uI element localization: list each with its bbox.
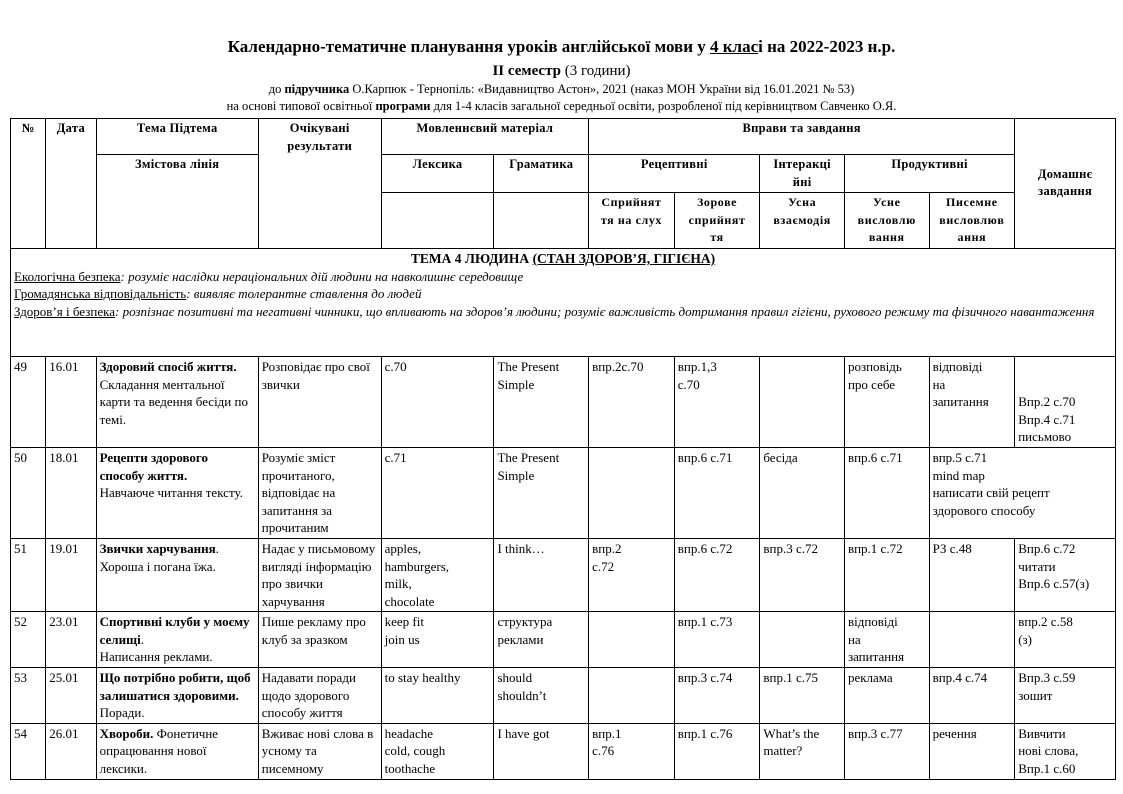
row-homework: Впр.3 с.59 зошит [1015, 668, 1116, 724]
row-topic-title: Звички харчування [99, 540, 216, 556]
row-interaction [760, 612, 845, 668]
row-date: 19.01 [46, 538, 96, 611]
row-grammar: I think… [494, 538, 589, 611]
topic-line-text: : розуміє наслідки нераціональних дій людини на навколишнє середовище [120, 268, 524, 284]
topic-line-label: Громадянська відповідальність [14, 286, 187, 302]
row-homework: Вивчити нові слова, Впр.1 с.60 [1015, 723, 1116, 779]
row-written [929, 612, 1015, 668]
row-topic [96, 612, 258, 668]
row-reading: впр.6 с.71 [674, 447, 760, 538]
row-oral: реклама [844, 668, 929, 724]
row-number: 53 [11, 668, 46, 724]
row-interaction: впр.3 с.72 [760, 538, 845, 611]
topic-title [14, 250, 1112, 268]
row-grammar: структура реклами [494, 612, 589, 668]
row-topic-title: Здоровий спосіб життя. [99, 358, 237, 374]
topic-line-text: : виявляє толерантне ставлення до людей [186, 286, 422, 302]
program-details: для 1-4 класів загальної середньої освіти, розробленої під керівництвом Савченко О.Я. [430, 99, 897, 113]
row-grammar: should shouldn’t [494, 668, 589, 724]
row-topic [96, 538, 258, 611]
row-topic-title: Спортивні клуби у моєму селищі [99, 614, 250, 647]
table-row [11, 447, 1116, 538]
topic-title-sub: (СТАН ЗДОРОВ’Я, ГІГІЄНА) [532, 250, 716, 266]
topic-cell [11, 248, 1116, 356]
row-grammar: The Present Simple [494, 447, 589, 538]
row-interaction [760, 356, 845, 447]
row-results: Розуміє зміст прочитаного, відповідає на запитання за прочитаним [258, 447, 381, 538]
col-content-line-header: Змістова лінія [96, 155, 258, 249]
row-results: Розповідає про свої звички [258, 356, 381, 447]
row-topic [96, 356, 258, 447]
row-written: РЗ с.48 [929, 538, 1015, 611]
textbook-prefix: до [268, 82, 285, 96]
row-date: 25.01 [46, 668, 96, 724]
row-listening [589, 447, 675, 538]
row-date: 26.01 [46, 723, 96, 779]
row-grammar: I have got [494, 723, 589, 779]
semester-hours: (3 години) [560, 63, 631, 79]
row-lexis: headache cold, cough toothache [381, 723, 494, 779]
row-reading: впр.1,3 с.70 [674, 356, 760, 447]
table-row [11, 356, 1116, 447]
row-topic-rest: Фонетичне опрацювання нової лексики. [99, 725, 219, 777]
col-results-header: Очікувані результати [258, 119, 381, 249]
topic-line-health [14, 303, 1112, 321]
col-receptive-header: Рецептивні [589, 155, 760, 193]
topic-line-label: Здоров’я і безпека [14, 303, 115, 319]
row-homework: впр.2 с.58 (з) [1015, 612, 1116, 668]
row-lexis: apples, hamburgers, milk, chocolate [381, 538, 494, 611]
col-topic-header: Тема Підтема [96, 119, 258, 155]
row-topic-rest: Складання ментальної карти та ведення бесіди по темі. [99, 376, 248, 427]
topic-line-label: Екологічна безпека [14, 268, 121, 284]
row-interaction: What’s the matter? [760, 723, 845, 779]
col-productive-header: Продуктивні [844, 155, 1014, 193]
row-lexis: keep fit join us [381, 612, 494, 668]
row-listening [589, 668, 675, 724]
semester-label: ІІ семестр [492, 63, 561, 79]
row-oral: розповідь про себе [844, 356, 929, 447]
row-written: впр.4 с.74 [929, 668, 1015, 724]
row-date: 18.01 [46, 447, 96, 538]
row-interaction: впр.1 с.75 [760, 668, 845, 724]
planning-table [10, 118, 1116, 780]
row-results: Пише рекламу про клуб за зразком [258, 612, 381, 668]
row-homework: Впр.2 с.70 Впр.4 с.71 письмово [1015, 356, 1116, 447]
textbook-line [0, 82, 1123, 97]
row-reading: впр.3 с.74 [674, 668, 760, 724]
table-row [11, 668, 1116, 724]
row-listening [589, 612, 675, 668]
row-interaction: бесіда [760, 447, 845, 538]
row-oral: впр.6 с.71 [844, 447, 929, 538]
col-reading-header: Зорове сприйнят тя [674, 193, 760, 249]
row-topic-title: Хвороби. [99, 725, 154, 741]
row-listening: впр.2 с.72 [589, 538, 675, 611]
row-topic [96, 668, 258, 724]
table-row [11, 723, 1116, 779]
row-topic [96, 447, 258, 538]
header-row-2 [11, 155, 1116, 193]
row-lexis: to stay healthy [381, 668, 494, 724]
row-lexis: с.70 [381, 356, 494, 447]
col-homework-header: Домашнє завдання [1015, 119, 1116, 249]
col-written-speech-header: Писемне висловлюв ання [929, 193, 1015, 249]
textbook-details: О.Карпюк - Тернопіль: «Видавництво Астон», 2021 (наказ МОН України від 16.01.2021 № 53) [349, 82, 855, 96]
table-row [11, 612, 1116, 668]
program-word: програми [375, 99, 431, 113]
topic-title-main: ТЕМА 4 ЛЮДИНА [410, 250, 533, 266]
page-title [0, 37, 1123, 57]
row-number: 49 [11, 356, 46, 447]
row-listening: впр.2с.70 [589, 356, 675, 447]
col-speech-header: Мовленнєвий матеріал [381, 119, 588, 155]
row-written: впр.5 с.71 mind map написати свій рецепт здорового способу [929, 447, 1115, 538]
row-topic-rest: . Хороша і погана їжа. [99, 540, 219, 574]
row-oral: відповіді на запитання [844, 612, 929, 668]
row-homework: Впр.6 с.72 читати Впр.6 с.57(з) [1015, 538, 1116, 611]
row-results: Надавати поради щодо здорового способу життя [258, 668, 381, 724]
row-reading: впр.1 с.76 [674, 723, 760, 779]
row-date: 16.01 [46, 356, 96, 447]
col-listening-header: Сприйнят тя на слух [589, 193, 675, 249]
textbook-word: підручника [284, 82, 350, 96]
topic-line-civic [14, 285, 1112, 303]
row-reading: впр.6 с.72 [674, 538, 760, 611]
row-oral: впр.3 с.77 [844, 723, 929, 779]
col-lexis-header: Лексика [381, 155, 494, 193]
row-lexis: с.71 [381, 447, 494, 538]
col-oral-interaction-header: Усна взаємодія [760, 193, 845, 249]
col-date-header: Дата [46, 119, 96, 249]
row-topic-title: Рецепти здорового способу життя. [99, 449, 209, 483]
row-number: 54 [11, 723, 46, 779]
row-topic-rest: Навчаюче читання тексту. [99, 485, 243, 501]
header-row-1 [11, 119, 1116, 155]
topic-line-ecology [14, 268, 1112, 286]
row-number: 50 [11, 447, 46, 538]
row-topic-rest: . Написання реклами. [99, 631, 213, 665]
program-line [0, 99, 1123, 114]
row-topic-title: Що потрібно робити, щоб залишатися здоровими. [99, 670, 251, 703]
program-prefix: на основі типової освітньої [226, 99, 376, 113]
col-exercises-header: Вправи та завдання [589, 119, 1015, 155]
row-topic [96, 723, 258, 779]
title-grade: 4 клас [710, 37, 759, 56]
title-part-1: Календарно-тематичне планування уроків англійської мови у [227, 37, 710, 56]
row-grammar: The Present Simple [494, 356, 589, 447]
row-number: 51 [11, 538, 46, 611]
topic-line-text: : розпізнає позитивні та негативні чинники, що впливають на здоров’я людини; розуміє важливість дотримання правил гігієни, рухового режиму та фізичного навантаження [115, 303, 1095, 319]
col-interactive-header: Інтеракці йні [760, 155, 845, 193]
grammar-empty-cell [494, 193, 589, 249]
row-date: 23.01 [46, 612, 96, 668]
row-listening: впр.1 с.76 [589, 723, 675, 779]
row-oral: впр.1 с.72 [844, 538, 929, 611]
col-oral-speech-header: Усне висловлю вання [844, 193, 929, 249]
lexis-empty-cell [381, 193, 494, 249]
col-grammar-header: Граматика [494, 155, 589, 193]
row-topic-rest: Поради. [99, 705, 145, 721]
row-written: відповіді на запитання [929, 356, 1015, 447]
col-number-header: № [11, 119, 46, 249]
row-number: 52 [11, 612, 46, 668]
semester-line [0, 63, 1123, 80]
row-written: речення [929, 723, 1015, 779]
title-part-2: і на 2022-2023 н.р. [758, 37, 896, 56]
topic-row [11, 248, 1116, 356]
table-row [11, 538, 1116, 611]
row-reading: впр.1 с.73 [674, 612, 760, 668]
row-results: Вживає нові слова в усному та писемному [258, 723, 381, 779]
row-results: Надає у письмовому вигляді інформацію про звички харчування [258, 538, 381, 611]
